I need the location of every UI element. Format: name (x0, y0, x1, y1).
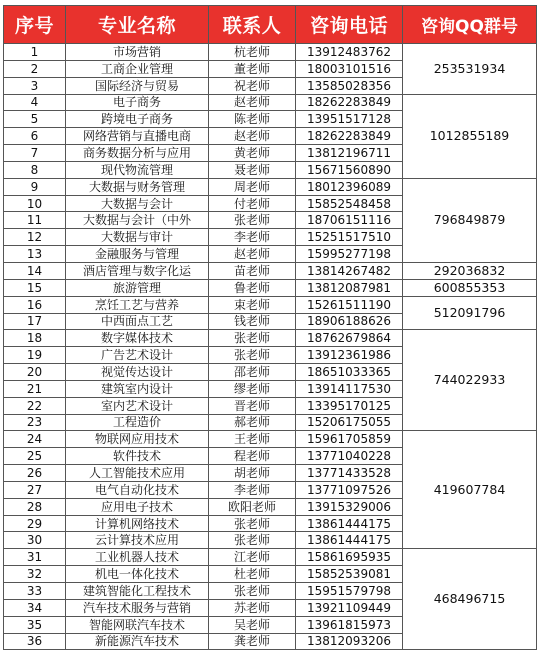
header-phone: 咨询电话 (296, 6, 403, 44)
cell-contact: 黄老师 (209, 145, 296, 162)
cell-no: 21 (4, 380, 66, 397)
cell-qq-group: 468496715 (403, 549, 537, 650)
cell-phone: 13771433528 (296, 465, 403, 482)
cell-phone: 13961815973 (296, 616, 403, 633)
cell-no: 30 (4, 532, 66, 549)
cell-qq-group: 796849879 (403, 178, 537, 262)
cell-no: 5 (4, 111, 66, 128)
cell-major: 市场营销 (66, 44, 209, 61)
cell-no: 23 (4, 414, 66, 431)
cell-major: 物联网应用技术 (66, 431, 209, 448)
cell-phone: 18762679864 (296, 330, 403, 347)
cell-contact: 张老师 (209, 330, 296, 347)
cell-phone: 15861695935 (296, 549, 403, 566)
cell-phone: 18012396089 (296, 178, 403, 195)
cell-contact: 鲁老师 (209, 279, 296, 296)
cell-major: 工业机器人技术 (66, 549, 209, 566)
cell-contact: 祝老师 (209, 77, 296, 94)
cell-major: 工商企业管理 (66, 60, 209, 77)
header-contact: 联系人 (209, 6, 296, 44)
cell-major: 数字媒体技术 (66, 330, 209, 347)
cell-phone: 13395170125 (296, 397, 403, 414)
cell-major: 广告艺术设计 (66, 347, 209, 364)
cell-qq-group: 512091796 (403, 296, 537, 330)
cell-contact: 王老师 (209, 431, 296, 448)
table-row (4, 178, 537, 195)
cell-major: 国际经济与贸易 (66, 77, 209, 94)
cell-major: 智能网联汽车技术 (66, 616, 209, 633)
cell-contact: 杭老师 (209, 44, 296, 61)
cell-major: 汽车技术服务与营销 (66, 599, 209, 616)
cell-phone: 15995277198 (296, 246, 403, 263)
cell-major: 酒店管理与数字化运 (66, 262, 209, 279)
cell-phone: 18706151116 (296, 212, 403, 229)
cell-major: 室内艺术设计 (66, 397, 209, 414)
cell-contact: 苗老师 (209, 262, 296, 279)
cell-phone: 15206175055 (296, 414, 403, 431)
table-row (4, 431, 537, 448)
cell-contact: 张老师 (209, 212, 296, 229)
cell-phone: 13814267482 (296, 262, 403, 279)
cell-no: 18 (4, 330, 66, 347)
cell-no: 25 (4, 448, 66, 465)
cell-major: 新能源汽车技术 (66, 633, 209, 650)
cell-no: 13 (4, 246, 66, 263)
cell-major: 人工智能技术应用 (66, 465, 209, 482)
cell-phone: 18262283849 (296, 128, 403, 145)
cell-contact: 郝老师 (209, 414, 296, 431)
cell-qq-group: 1012855189 (403, 94, 537, 178)
cell-contact: 付老师 (209, 195, 296, 212)
cell-no: 15 (4, 279, 66, 296)
cell-major: 应用电子技术 (66, 498, 209, 515)
cell-major: 网络营销与直播电商 (66, 128, 209, 145)
cell-no: 14 (4, 262, 66, 279)
cell-contact: 苏老师 (209, 599, 296, 616)
cell-contact: 董老师 (209, 60, 296, 77)
cell-phone: 15951579798 (296, 583, 403, 600)
cell-contact: 周老师 (209, 178, 296, 195)
cell-contact: 张老师 (209, 583, 296, 600)
cell-major: 烹饪工艺与营养 (66, 296, 209, 313)
cell-no: 33 (4, 583, 66, 600)
header-major: 专业名称 (66, 6, 209, 44)
cell-phone: 18651033365 (296, 364, 403, 381)
cell-no: 35 (4, 616, 66, 633)
cell-contact: 缪老师 (209, 380, 296, 397)
table-header (4, 6, 537, 44)
cell-contact: 晋老师 (209, 397, 296, 414)
cell-major: 商务数据分析与应用 (66, 145, 209, 162)
cell-contact: 聂老师 (209, 161, 296, 178)
cell-qq-group: 292036832 (403, 262, 537, 279)
cell-no: 2 (4, 60, 66, 77)
cell-major: 建筑室内设计 (66, 380, 209, 397)
cell-contact: 赵老师 (209, 128, 296, 145)
cell-phone: 13951517128 (296, 111, 403, 128)
contact-table (3, 5, 537, 650)
cell-qq-group: 419607784 (403, 431, 537, 549)
cell-phone: 13914117530 (296, 380, 403, 397)
cell-contact: 邵老师 (209, 364, 296, 381)
cell-phone: 13912483762 (296, 44, 403, 61)
cell-contact: 陈老师 (209, 111, 296, 128)
cell-phone: 13921109449 (296, 599, 403, 616)
cell-contact: 张老师 (209, 532, 296, 549)
cell-major: 机电一体化技术 (66, 566, 209, 583)
cell-major: 中西面点工艺 (66, 313, 209, 330)
table-row (4, 279, 537, 296)
cell-contact: 吴老师 (209, 616, 296, 633)
cell-contact: 胡老师 (209, 465, 296, 482)
cell-no: 26 (4, 465, 66, 482)
cell-major: 计算机网络技术 (66, 515, 209, 532)
cell-phone: 15852548458 (296, 195, 403, 212)
cell-major: 工程造价 (66, 414, 209, 431)
cell-no: 12 (4, 229, 66, 246)
cell-major: 大数据与会计 (66, 195, 209, 212)
cell-no: 34 (4, 599, 66, 616)
cell-major: 电子商务 (66, 94, 209, 111)
cell-major: 云计算技术应用 (66, 532, 209, 549)
cell-major: 建筑智能化工程技术 (66, 583, 209, 600)
cell-no: 7 (4, 145, 66, 162)
cell-no: 1 (4, 44, 66, 61)
cell-qq-group: 744022933 (403, 330, 537, 431)
cell-major: 跨境电子商务 (66, 111, 209, 128)
table-row (4, 262, 537, 279)
header-qq: 咨询QQ群号 (403, 6, 537, 44)
cell-contact: 束老师 (209, 296, 296, 313)
cell-major: 视觉传达设计 (66, 364, 209, 381)
cell-major: 大数据与财务管理 (66, 178, 209, 195)
cell-no: 28 (4, 498, 66, 515)
cell-contact: 张老师 (209, 347, 296, 364)
cell-major: 旅游管理 (66, 279, 209, 296)
cell-phone: 18003101516 (296, 60, 403, 77)
cell-phone: 15961705859 (296, 431, 403, 448)
cell-contact: 龚老师 (209, 633, 296, 650)
cell-contact: 李老师 (209, 229, 296, 246)
cell-contact: 张老师 (209, 515, 296, 532)
header-row (4, 6, 537, 44)
cell-no: 17 (4, 313, 66, 330)
cell-no: 20 (4, 364, 66, 381)
cell-no: 29 (4, 515, 66, 532)
cell-major: 金融服务与管理 (66, 246, 209, 263)
cell-no: 16 (4, 296, 66, 313)
cell-major: 电气自动化技术 (66, 481, 209, 498)
cell-major: 大数据与会计（中外 (66, 212, 209, 229)
cell-contact: 杜老师 (209, 566, 296, 583)
cell-no: 10 (4, 195, 66, 212)
table-row (4, 94, 537, 111)
cell-contact: 江老师 (209, 549, 296, 566)
cell-no: 32 (4, 566, 66, 583)
cell-major: 大数据与审计 (66, 229, 209, 246)
cell-phone: 13771040228 (296, 448, 403, 465)
table-body (4, 44, 537, 650)
cell-phone: 13812196711 (296, 145, 403, 162)
cell-contact: 欧阳老师 (209, 498, 296, 515)
cell-contact: 钱老师 (209, 313, 296, 330)
cell-contact: 赵老师 (209, 94, 296, 111)
cell-qq-group: 600855353 (403, 279, 537, 296)
table-row (4, 330, 537, 347)
cell-phone: 15671560890 (296, 161, 403, 178)
cell-qq-group: 253531934 (403, 44, 537, 95)
cell-no: 3 (4, 77, 66, 94)
cell-phone: 18262283849 (296, 94, 403, 111)
cell-phone: 13585028356 (296, 77, 403, 94)
cell-phone: 15251517510 (296, 229, 403, 246)
cell-no: 19 (4, 347, 66, 364)
cell-contact: 李老师 (209, 481, 296, 498)
cell-no: 22 (4, 397, 66, 414)
cell-contact: 赵老师 (209, 246, 296, 263)
cell-phone: 13915329006 (296, 498, 403, 515)
cell-major: 现代物流管理 (66, 161, 209, 178)
cell-phone: 13812087981 (296, 279, 403, 296)
cell-phone: 13861444175 (296, 532, 403, 549)
cell-no: 31 (4, 549, 66, 566)
cell-no: 4 (4, 94, 66, 111)
cell-major: 软件技术 (66, 448, 209, 465)
cell-phone: 15261511190 (296, 296, 403, 313)
cell-phone: 18906188626 (296, 313, 403, 330)
cell-no: 27 (4, 481, 66, 498)
cell-phone: 13812093206 (296, 633, 403, 650)
table-row (4, 549, 537, 566)
cell-no: 9 (4, 178, 66, 195)
cell-phone: 13912361986 (296, 347, 403, 364)
cell-no: 24 (4, 431, 66, 448)
table-row (4, 44, 537, 61)
cell-phone: 13771097526 (296, 481, 403, 498)
cell-no: 11 (4, 212, 66, 229)
cell-phone: 13861444175 (296, 515, 403, 532)
table-row (4, 296, 537, 313)
cell-no: 36 (4, 633, 66, 650)
cell-phone: 15852539081 (296, 566, 403, 583)
cell-no: 6 (4, 128, 66, 145)
cell-contact: 程老师 (209, 448, 296, 465)
cell-no: 8 (4, 161, 66, 178)
header-no: 序号 (4, 6, 66, 44)
